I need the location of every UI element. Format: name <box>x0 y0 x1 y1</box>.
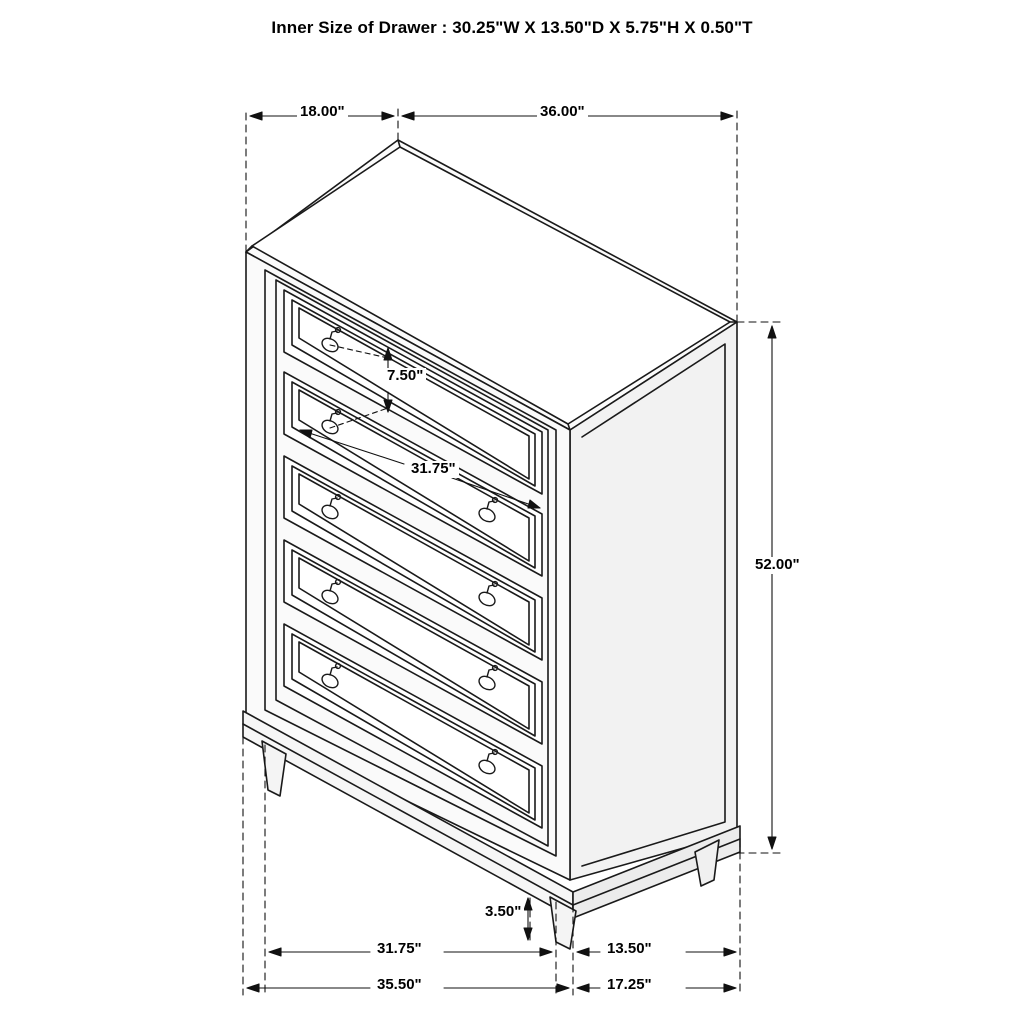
dim-drawer-width: 31.75" <box>408 461 459 478</box>
dim-leg-height: 3.50" <box>482 904 524 921</box>
dim-bottom-inner-side-depth: 13.50" <box>604 941 655 958</box>
dim-bottom-outer-front-width: 35.50" <box>374 977 425 994</box>
dim-bottom-outer-side-depth: 17.25" <box>604 977 655 994</box>
dim-drawer-height: 7.50" <box>384 368 426 385</box>
dim-top-right-width: 36.00" <box>537 104 588 121</box>
dim-bottom-inner-front-width: 31.75" <box>374 941 425 958</box>
page-title: Inner Size of Drawer : 30.25"W X 13.50"D X 5.75"H X 0.50"T <box>271 18 753 37</box>
dim-overall-height: 52.00" <box>752 557 803 574</box>
dim-top-left-width: 18.00" <box>297 104 348 121</box>
